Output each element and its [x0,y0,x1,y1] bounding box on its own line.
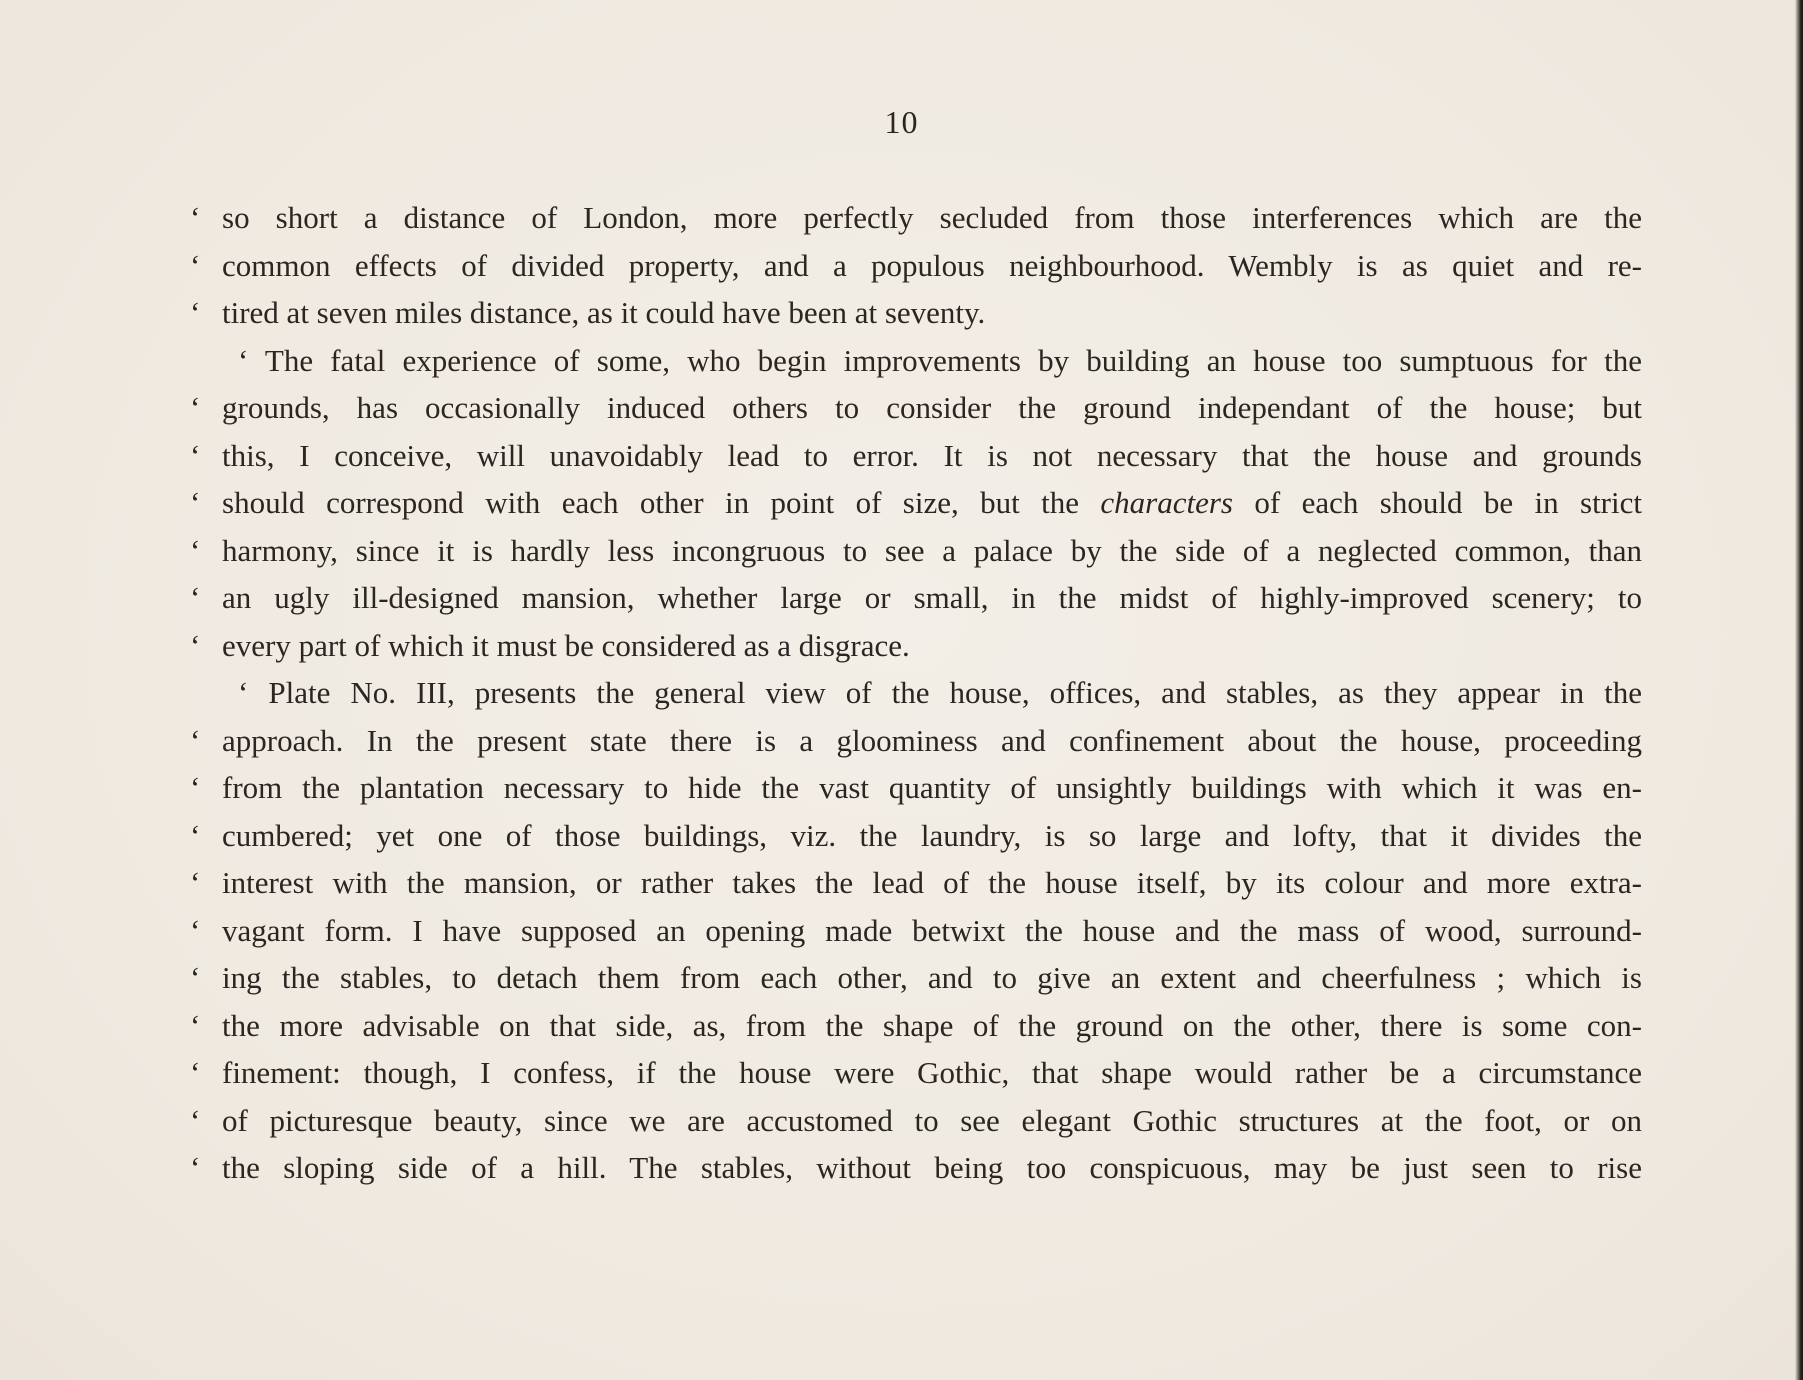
line-text: ‘ Plate No. III, presents the general view of the house, offices, and stables, as they appear in the [238,675,1642,710]
text-line [190,717,1642,765]
quote-mark: ‘ [190,532,201,568]
quote-mark: ‘ [190,817,201,853]
text-line [190,954,1642,1002]
text-line [190,622,1642,670]
text-line [190,479,1642,527]
quote-mark: ‘ [190,960,201,995]
quote-mark: ‘ [190,770,201,805]
quote-mark: ‘ [190,295,201,330]
text-line-paragraph-start [190,669,1642,717]
line-text: this, I conceive, will unavoidably lead to error. It is not necessary that the house and grounds [222,437,1642,473]
text-line [190,574,1642,622]
quote-mark: ‘ [190,580,201,615]
line-text: harmony, since it is hardly less incongruous to see a palace by the side of a neglected common, than [222,532,1642,568]
text-line [190,1049,1642,1097]
italic-word: characters [1100,485,1233,520]
quote-mark: ‘ [190,865,201,900]
page-body-text [190,194,1642,1192]
page-number: 10 [884,104,919,140]
line-text: ‘ The fatal experience of some, who begin improvements by building an house too sumptuous for the [238,342,1642,378]
line-text: every part of which it must be considered as a disgrace. [222,627,910,663]
line-text: finement: though, I confess, if the house were Gothic, that shape would rather be a circumstance [222,1055,1642,1090]
line-text: ing the stables, to detach them from each other, and to give an extent and cheerfulness ; which is [222,960,1642,995]
quote-mark: ‘ [190,1150,201,1185]
quote-mark: ‘ [190,722,201,758]
line-text: vagant form. I have supposed an opening made betwixt the house and the mass of wood, surround- [222,912,1642,948]
line-text: common effects of divided property, and a populous neighbourhood. Wembly is as quiet and re- [222,247,1642,283]
text-line-paragraph-start [190,337,1642,385]
text-line [190,194,1642,242]
line-text [222,479,1642,527]
quote-mark: ‘ [190,1055,201,1090]
line-text: grounds, has occasionally induced others to consider the ground independant of the house; but [222,390,1642,425]
text-line [190,242,1642,290]
quote-mark: ‘ [190,485,201,520]
line-text: tired at seven miles distance, as it could have been at seventy. [222,295,986,330]
quote-mark: ‘ [190,390,201,425]
text-line [190,859,1642,907]
text-line [190,384,1642,432]
line-text: approach. In the present state there is a gloominess and confinement about the house, proceeding [222,722,1642,758]
text-line [190,527,1642,575]
text-line [190,432,1642,480]
page-edge-shadow [1795,0,1803,1380]
quote-mark: ‘ [190,247,201,283]
quote-mark: ‘ [190,627,201,663]
line-text: cumbered; yet one of those buildings, viz. the laundry, is so large and lofty, that it divides the [222,817,1642,853]
text-line [190,907,1642,955]
line-text: from the plantation necessary to hide the vast quantity of unsightly buildings with which it was en- [222,770,1642,805]
text-line [190,764,1642,812]
line-text: the more advisable on that side, as, from the shape of the ground on the other, there is some con- [222,1007,1642,1043]
text-line [190,812,1642,860]
line-text: the sloping side of a hill. The stables, without being too conspicuous, may be just seen to rise [222,1150,1642,1185]
line-text: so short a distance of London, more perfectly secluded from those interferences which are the [222,200,1642,235]
text-line [190,1002,1642,1050]
quote-mark: ‘ [190,912,201,948]
text-line [190,289,1642,337]
quote-mark: ‘ [190,1102,201,1138]
text-line [190,1097,1642,1145]
quote-mark: ‘ [190,200,201,235]
line-text: an ugly ill-designed mansion, whether large or small, in the midst of highly-improved scenery; to [222,580,1642,615]
quote-mark: ‘ [190,437,201,473]
line-text: interest with the mansion, or rather takes the lead of the house itself, by its colour and more extra- [222,865,1642,900]
line-text: of picturesque beauty, since we are accustomed to see elegant Gothic structures at the foot, or on [222,1102,1642,1138]
line-text-pre: should correspond with each other in point of size, but the [222,485,1101,520]
text-line [190,1144,1642,1192]
line-text-post: of each should be in strict [1233,485,1642,520]
quote-mark: ‘ [190,1007,201,1043]
